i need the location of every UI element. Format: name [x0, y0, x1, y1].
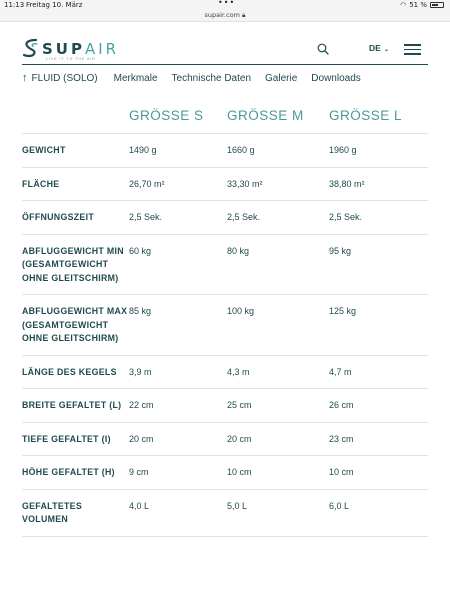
cell-value: 4,7 m	[329, 355, 428, 389]
arrow-up-icon: ↑	[22, 72, 28, 84]
battery-icon	[430, 2, 444, 8]
row-label: HÖHE GEFALTET (H)	[22, 456, 129, 490]
back-link-label: FLUID (SOLO)	[31, 72, 98, 84]
cell-value: 95 kg	[329, 234, 428, 295]
burger-line	[404, 53, 421, 55]
column-header-size-m: GRÖSSE M	[227, 100, 329, 134]
cell-value: 23 cm	[329, 422, 428, 456]
cell-value: 3,9 m	[129, 355, 227, 389]
wifi-icon: ◠	[400, 1, 407, 9]
cell-value: 20 cm	[129, 422, 227, 456]
cell-value: 60 kg	[129, 234, 227, 295]
subnav-item-galerie[interactable]: Galerie	[265, 72, 298, 84]
cell-value: 125 kg	[329, 295, 428, 356]
language-label: DE	[369, 43, 381, 53]
burger-line	[404, 49, 421, 51]
hamburger-menu-icon[interactable]	[404, 44, 421, 55]
logo-text	[42, 40, 119, 58]
cell-value: 85 kg	[129, 295, 227, 356]
column-header-size-l: GRÖSSE L	[329, 100, 428, 134]
logo-tagline: LIVE IT TO THE AIR	[46, 57, 96, 61]
product-subnav	[22, 70, 442, 86]
lock-icon: 🔒︎	[242, 11, 246, 19]
row-label: LÄNGE DES KEGELS	[22, 355, 129, 389]
status-time: 11:13	[4, 1, 25, 9]
table-row	[22, 389, 428, 423]
cell-value: 2,5 Sek.	[329, 201, 428, 235]
url-bar[interactable]	[0, 10, 450, 22]
cell-value: 9 cm	[129, 456, 227, 490]
cell-value: 2,5 Sek.	[129, 201, 227, 235]
subnav-item-technische-daten[interactable]: Technische Daten	[171, 72, 252, 84]
cell-value: 6,0 L	[329, 489, 428, 536]
search-icon[interactable]	[317, 43, 329, 55]
cell-value: 1490 g	[129, 134, 227, 168]
site-header	[0, 22, 450, 66]
subnav-item-downloads[interactable]: Downloads	[311, 72, 361, 84]
cell-value: 2,5 Sek.	[227, 201, 329, 235]
table-row	[22, 456, 428, 490]
battery-percent: 51 %	[409, 1, 427, 9]
row-label: ÖFFNUNGSZEIT	[22, 201, 129, 235]
column-header-size-s: GRÖSSE S	[129, 100, 227, 134]
supair-s-mark-icon	[22, 38, 40, 58]
column-header-empty	[22, 100, 129, 134]
cell-value: 26 cm	[329, 389, 428, 423]
cell-value: 5,0 L	[227, 489, 329, 536]
table-row	[22, 355, 428, 389]
cell-value: 4,3 m	[227, 355, 329, 389]
burger-line	[404, 44, 421, 46]
language-selector[interactable]	[369, 43, 389, 53]
row-label: GEFALTETES VOLUMEN	[22, 489, 129, 536]
row-label: ABFLUGGEWICHT MAX (GESAMTGEWICHT OHNE GLEITSCHIRM)	[22, 295, 129, 356]
table-row	[22, 167, 428, 201]
back-link[interactable]	[22, 72, 98, 84]
multitasking-dots-icon[interactable]: •••	[218, 0, 236, 7]
table-row	[22, 201, 428, 235]
status-date: Freitag 10. März	[26, 1, 83, 9]
supair-logo[interactable]	[22, 38, 142, 60]
row-label: ABFLUGGEWICHT MIN (GESAMTGEWICHT OHNE GLEITSCHIRM)	[22, 234, 129, 295]
cell-value: 1660 g	[227, 134, 329, 168]
row-label: GEWICHT	[22, 134, 129, 168]
cell-value: 100 kg	[227, 295, 329, 356]
table-row	[22, 489, 428, 536]
cell-value: 22 cm	[129, 389, 227, 423]
table-row	[22, 295, 428, 356]
cell-value: 10 cm	[227, 456, 329, 490]
row-label: FLÄCHE	[22, 167, 129, 201]
logo-text-air: AIR	[84, 40, 120, 58]
cell-value: 25 cm	[227, 389, 329, 423]
table-row	[22, 422, 428, 456]
cell-value: 26,70 m²	[129, 167, 227, 201]
table-row	[22, 234, 428, 295]
cell-value: 33,30 m²	[227, 167, 329, 201]
spec-table	[22, 100, 428, 537]
cell-value: 10 cm	[329, 456, 428, 490]
cell-value: 4,0 L	[129, 489, 227, 536]
logo-text-sup: SUP	[42, 40, 85, 58]
spec-table-header	[22, 100, 428, 134]
chevron-down-icon: ⌄	[383, 47, 389, 53]
url-text: supair.com	[204, 11, 240, 19]
row-label: TIEFE GEFALTET (I)	[22, 422, 129, 456]
header-divider	[22, 64, 428, 65]
status-right	[400, 1, 444, 9]
cell-value: 80 kg	[227, 234, 329, 295]
subnav-item-merkmale[interactable]: Merkmale	[113, 72, 158, 84]
status-bar	[0, 0, 450, 10]
table-row	[22, 134, 428, 168]
cell-value: 1960 g	[329, 134, 428, 168]
cell-value: 38,80 m²	[329, 167, 428, 201]
cell-value: 20 cm	[227, 422, 329, 456]
row-label: BREITE GEFALTET (L)	[22, 389, 129, 423]
